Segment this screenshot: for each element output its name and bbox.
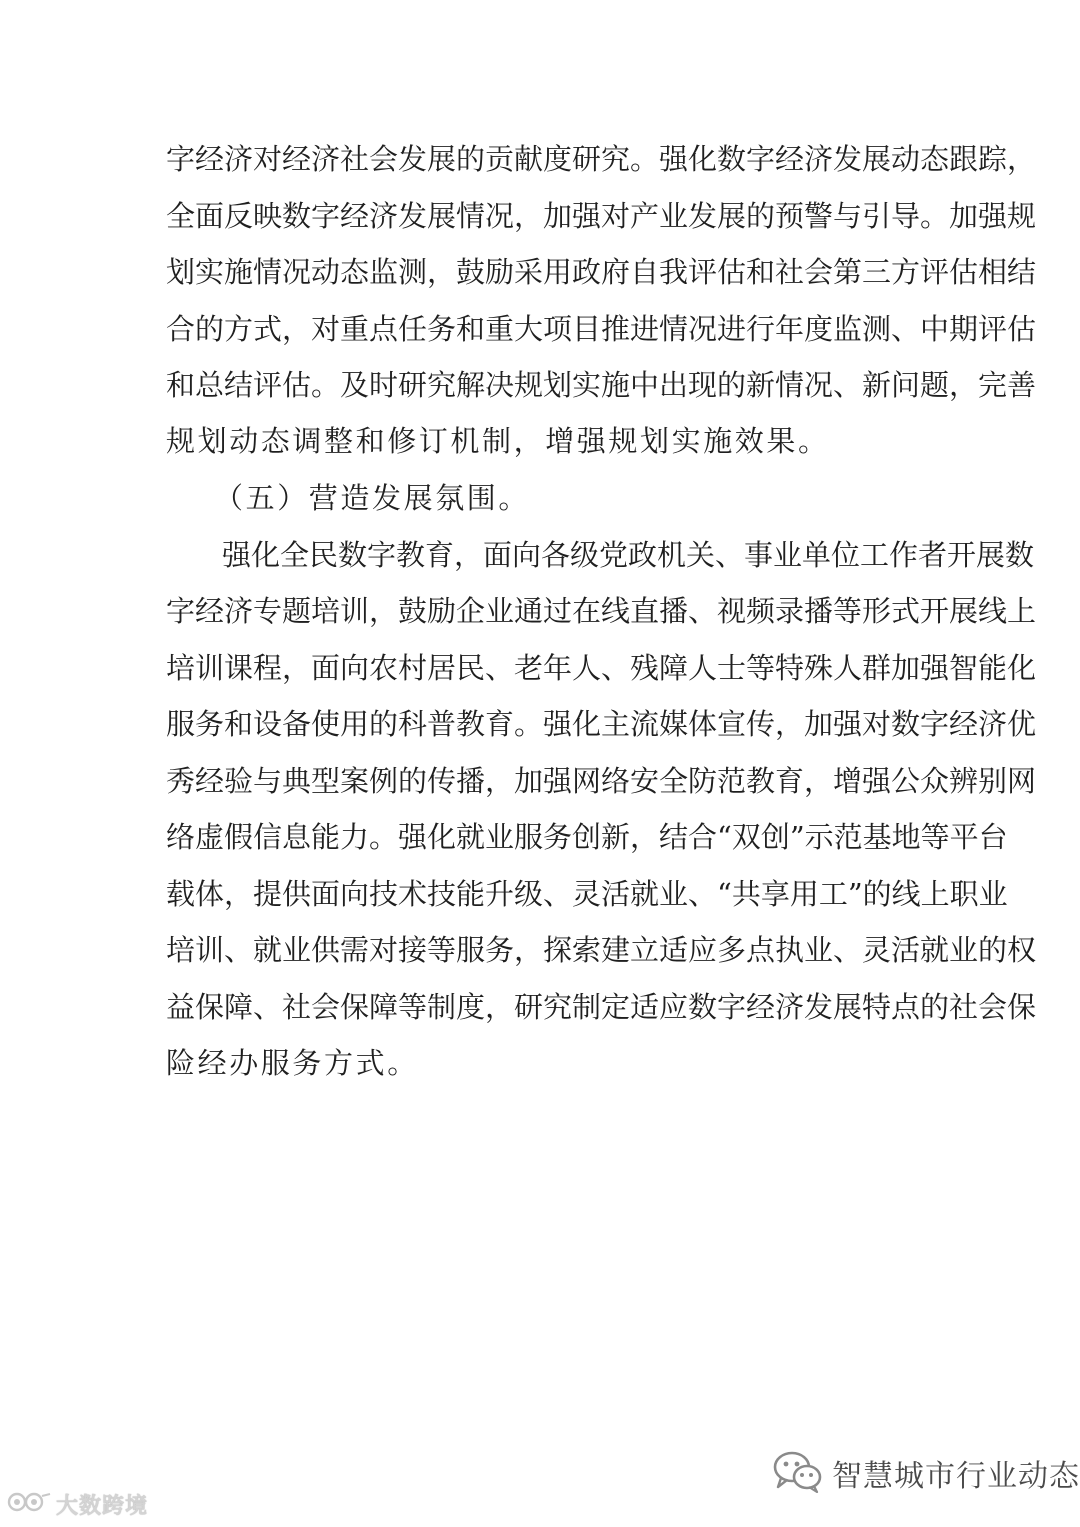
text-line: 秀经验与典型案例的传播，加强网络安全防范教育，增强公众辨别网 [166,764,1037,798]
account-name: 智慧城市行业动态 [832,1459,1080,1494]
watermark-left-text: 大数跨境 [56,1493,149,1519]
watermark-right [772,1447,1080,1499]
text-line: 字经济对经济社会发展的贡献度研究。强化数字经济发展动态跟踪， [166,142,1037,176]
text-line: 培训课程，面向农村居民、老年人、残障人士等特殊人群加强智能化 [166,651,1037,685]
text-line: 合的方式，对重点任务和重大项目推进情况进行年度监测、中期评估 [166,312,1037,346]
text-line: 规划动态调整和修订机制，增强规划实施效果。 [166,424,830,458]
text-line: 强化全民数字教育，面向各级党政机关、事业单位工作者开展数 [222,538,1035,572]
wechat-icon [772,1449,824,1497]
text-line: 和总结评估。及时研究解决规划实施中出现的新情况、新问题，完善 [166,368,1037,402]
section-heading: （五）营造发展氛围。 [214,481,531,515]
text-line: 险经办服务方式。 [166,1046,419,1080]
eye-logo-icon [6,1488,52,1520]
text-line: 载体，提供面向技术技能升级、灵活就业、“共享用工”的线上职业 [166,877,1008,911]
text-line: 划实施情况动态监测，鼓励采用政府自我评估和社会第三方评估相结 [166,255,1037,289]
text-line: 全面反映数字经济发展情况，加强对产业发展的预警与引导。加强规 [166,199,1037,233]
text-line: 益保障、社会保障等制度，研究制定适应数字经济发展特点的社会保 [166,990,1037,1024]
watermark-left [6,1487,148,1521]
text-line: 字经济专题培训，鼓励企业通过在线直播、视频录播等形式开展线上 [166,594,1037,628]
text-line: 络虚假信息能力。强化就业服务创新，结合“双创”示范基地等平台 [166,820,1008,854]
text-line: 培训、就业供需对接等服务，探索建立适应多点执业、灵活就业的权 [166,933,1037,967]
text-line: 服务和设备使用的科普教育。强化主流媒体宣传，加强对数字经济优 [166,707,1037,741]
